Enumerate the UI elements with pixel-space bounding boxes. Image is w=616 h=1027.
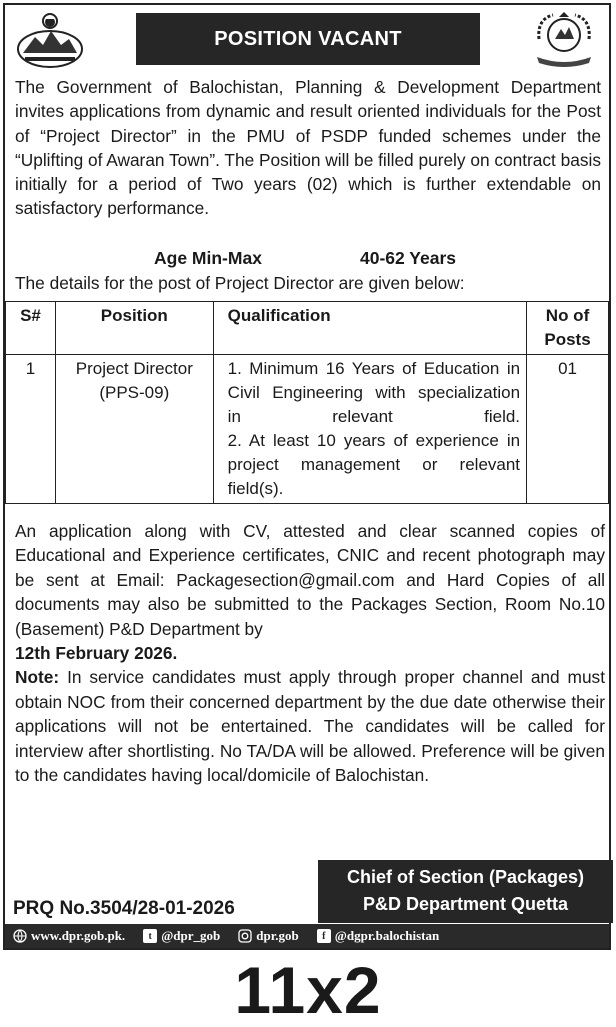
col-header-position: Position — [55, 302, 213, 355]
application-text: An application along with CV, attested and clear scanned copies of Educational and Experience certificates, CNIC and recent photograph may be sent at Email: Packagesection@gmail.com and Hard Copies of all documents may also be submitted to the Packages Section, Room No.10 (Basement) P&D Department by — [15, 521, 605, 639]
cell-qualification — [213, 355, 526, 504]
page-title: POSITION VACANT — [136, 13, 480, 65]
intro-paragraph: The Government of Balochistan, Planning & Development Department invites applications from dynamic and result oriented individuals for the Post of “Project Director” in the PMU of PSDP funded schemes under the “Uplifting of Awaran Town”. The Position will be filled purely on contract basis initially for a period of Two years (02) which is further extendable on satisfactory performance. — [15, 77, 601, 219]
footer-website[interactable] — [13, 928, 125, 944]
footer-twitter[interactable] — [143, 928, 220, 944]
footer-contact-bar — [5, 924, 609, 948]
facebook-handle[interactable]: @dgpr.balochistan — [334, 928, 440, 943]
table-header-row — [6, 302, 609, 355]
qualification-line: 1. Minimum 16 Years of Education in — [227, 359, 521, 378]
note-text: In service candidates must apply through proper channel and must obtain NOC from their concerned department by the due date otherwise their applications will not be entertained. The candidates will be called for interview after shortlisting. No TA/DA will be allowed. Preference will be given to the candidates having local/domicile of Balochistan. — [15, 667, 605, 786]
instagram-handle[interactable]: dpr.gob — [256, 928, 299, 943]
qualification-line: field(s). — [227, 479, 284, 498]
note-label: Note: — [15, 667, 60, 688]
government-crest-icon — [529, 9, 599, 71]
qualification-line: project management or relevant — [227, 455, 521, 474]
position-title: Project Director — [75, 359, 193, 378]
prq-number: PRQ No.3504/28-01-2026 — [13, 898, 235, 919]
col-header-sno: S# — [6, 302, 56, 355]
ad-size-label: 11x2 — [234, 953, 382, 1027]
advertisement-frame — [3, 3, 611, 950]
details-line: The details for the post of Project Director are given below: — [15, 273, 465, 293]
signature-department: P&D Department Quetta — [362, 894, 569, 914]
instagram-icon — [238, 929, 252, 943]
col-header-qualification: Qualification — [213, 302, 526, 355]
deadline: 12th February 2026. — [15, 643, 178, 664]
position-table — [5, 301, 609, 504]
position-scale: (PPS-09) — [99, 383, 170, 402]
qualification-line: in relevant field. — [227, 407, 521, 426]
website-link[interactable]: www.dpr.gob.pk. — [31, 928, 126, 943]
footer-facebook[interactable] — [317, 928, 439, 944]
cell-posts: 01 — [527, 355, 609, 504]
balochistan-emblem-icon — [15, 9, 85, 71]
qualification-line: 2. At least 10 years of experience in — [227, 431, 521, 450]
cell-position — [55, 355, 213, 504]
age-value: 40-62 Years — [360, 248, 457, 268]
twitter-handle[interactable]: @dpr_gob — [161, 928, 221, 943]
age-label: Age Min-Max — [154, 248, 262, 268]
cell-sno: 1 — [6, 355, 56, 504]
qualification-line: Civil Engineering with specialization — [227, 383, 521, 402]
table-row — [6, 355, 609, 504]
facebook-icon: f — [317, 929, 331, 943]
application-instructions — [15, 519, 605, 787]
col-header-posts: No of Posts — [527, 302, 609, 355]
header — [5, 5, 609, 77]
twitter-icon: t — [143, 929, 157, 943]
globe-icon — [13, 929, 27, 943]
signature-block — [318, 860, 613, 923]
footer-instagram[interactable] — [238, 928, 299, 944]
signature-title: Chief of Section (Packages) — [346, 867, 585, 887]
